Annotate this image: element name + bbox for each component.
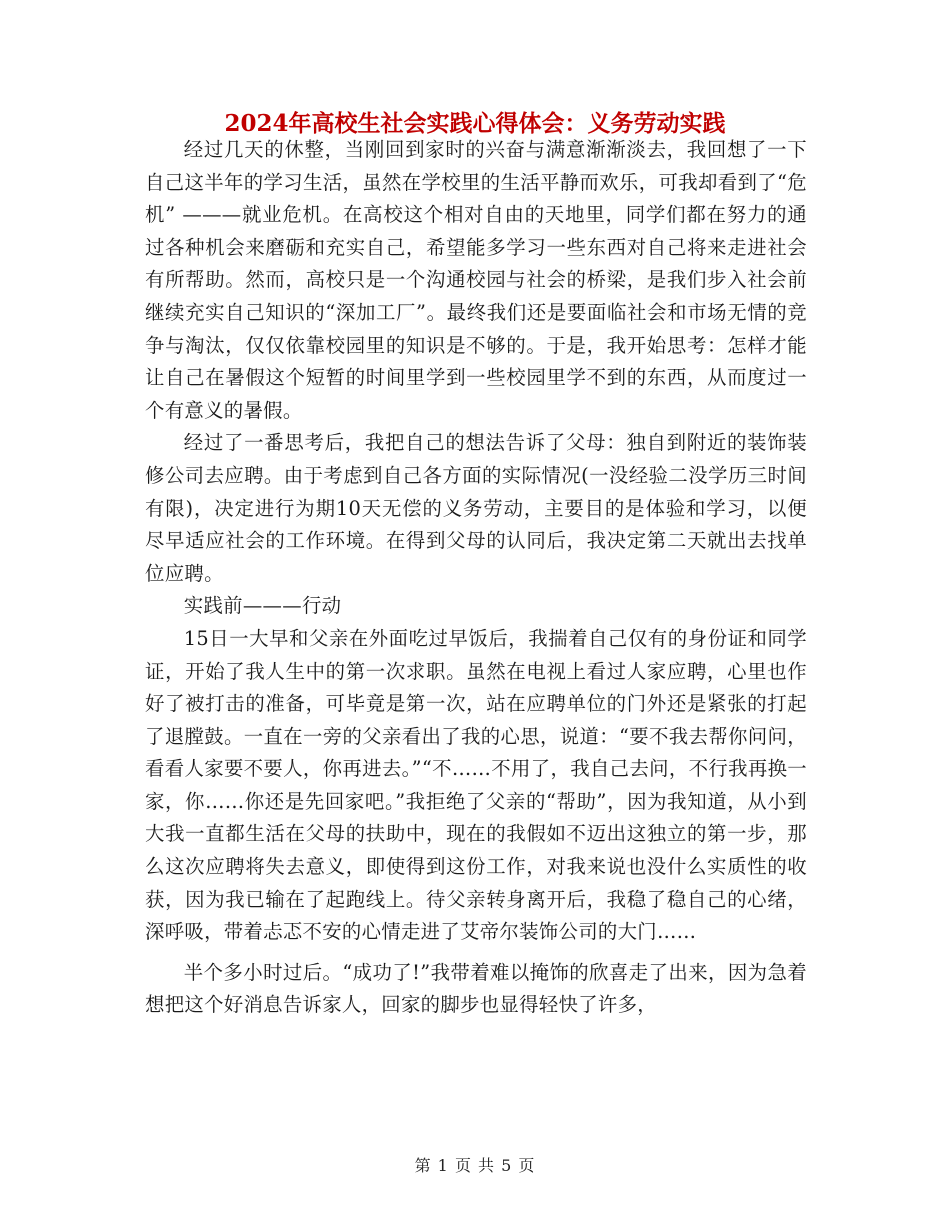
document-body	[145, 134, 807, 1022]
paragraph-4: 半个多小时过后。“成功了!”我带着难以掩饰的欣喜走了出来，因为急着想把这个好消息告诉家人，回家的脚步也显得轻快了许多，	[145, 960, 807, 1017]
page-footer: 第 1 页 共 5 页	[414, 1156, 536, 1175]
section-heading: 实践前———行动	[183, 594, 342, 618]
paragraph-2: 经过了一番思考后，我把自己的想法告诉了父母：独自到附近的装饰装修公司去应聘。由于考虑到自己各方面的实际情况(一没经验二没学历三时间有限)，决定进行为期10天无偿的义务劳动，主要目的是体验和学习，以便尽早适应社会的工作环境。在得到父母的认同后，我决定第二天就出去找单位应聘。	[145, 431, 807, 585]
paragraph-1: 经过几天的休整，当刚回到家时的兴奋与满意渐渐淡去，我回想了一下自己这半年的学习生活，虽然在学校里的生活平静而欢乐，可我却看到了“危机” ———就业危机。在高校这个相对自由的天地里，同学们都在努力的通过各种机会来磨砺和充实自己，希望能多学习一些东西对自己将来走进社会有所帮助。然而，高校只是一个沟通校园与社会的桥梁，是我们步入社会前继续充实自己知识的“深加工厂”。最终我们还是要面临社会和市场无情的竞争与淘汰，仅仅依靠校园里的知识是不够的。于是，我开始思考：怎样才能让自己在暑假这个短暂的时间里学到一些校园里学不到的东西，从而度过一个有意义的暑假。	[145, 138, 807, 422]
document-title: 2024年高校生社会实践心得体会：义务劳动实践	[224, 110, 726, 137]
paragraph-3: 15日一大早和父亲在外面吃过早饭后，我揣着自己仅有的身份证和同学证，开始了我人生中的第一次求职。虽然在电视上看过人家应聘，心里也作好了被打击的准备，可毕竟是第一次，站在应聘单位的门外还是紧张的打起了退膛鼓。一直在一旁的父亲看出了我的心思，说道：“要不我去帮你问问，看看人家要不要人，你再进去。”“不……不用了，我自己去问，不行我再换一家，你……你还是先回家吧。”我拒绝了父亲的“帮助”，因为我知道，从小到大我一直都生活在父母的扶助中，现在的我假如不迈出这独立的第一步，那么这次应聘将失去意义，即使得到这份工作，对我来说也没什么实质性的收获，因为我已输在了起跑线上。待父亲转身离开后，我稳了稳自己的心绪，深呼吸，带着忐忑不安的心情走进了艾帝尔装饰公司的大门……	[145, 626, 807, 944]
